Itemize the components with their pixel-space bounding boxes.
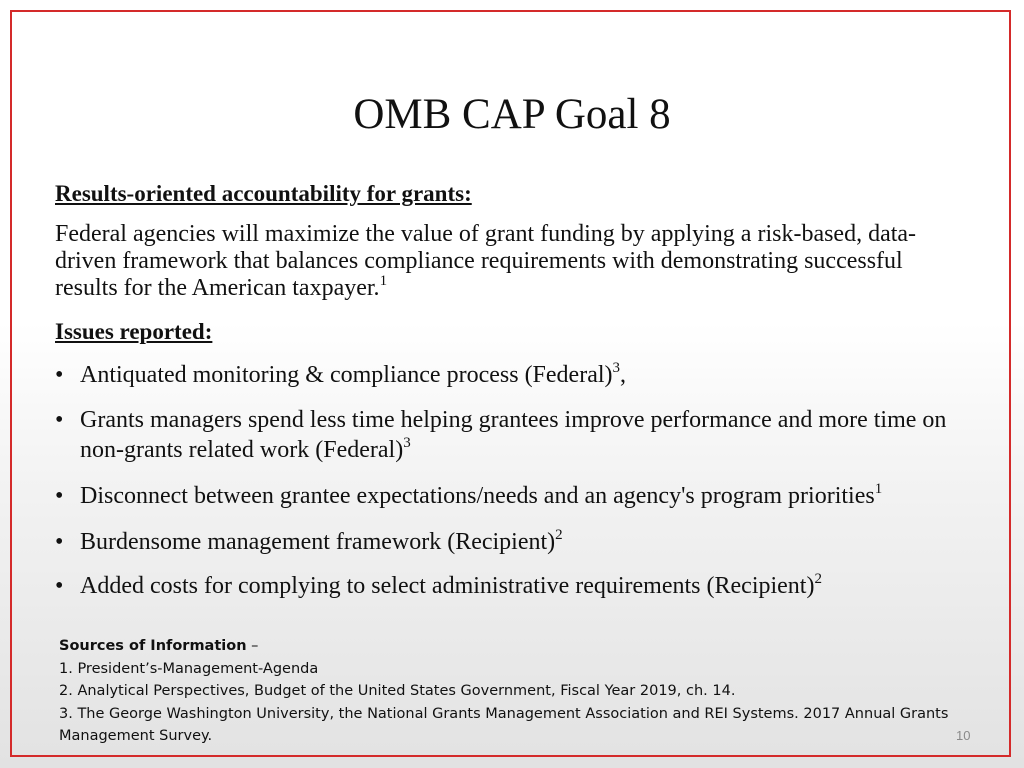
- item-text: Grants managers spend less time helping grantees improve performance and more time on non-grants related work (Federal): [80, 407, 947, 463]
- item-footnote: 2: [555, 527, 563, 543]
- issues-list: [55, 360, 995, 601]
- source-item: 1. President’s-Management-Agenda: [59, 660, 319, 677]
- item-text: Disconnect between grantee expectations/needs and an agency's program priorities: [80, 483, 875, 509]
- bullet-marker: •: [55, 362, 64, 388]
- sources-block: [59, 635, 959, 748]
- sources-label: Sources of Information: [59, 638, 247, 654]
- bullet-marker: •: [55, 407, 64, 433]
- sources-header: [59, 635, 959, 658]
- results-paragraph: [55, 221, 965, 302]
- list-item: [55, 360, 995, 390]
- results-text: Federal agencies will maximize the value of grant funding by applying a risk-based, data-driven framework that balances compliance requirements with demonstrating successful results for the American taxpayer.: [55, 221, 917, 301]
- item-footnote: 3: [612, 360, 621, 376]
- page-number: 10: [956, 728, 971, 743]
- list-item: [55, 527, 995, 557]
- source-item: 3. The George Washington University, the National Grants Management Association and REI Systems. 2017 Annual Grants Management Survey.: [59, 705, 949, 744]
- results-footnote: 1: [379, 273, 388, 289]
- slide-title: OMB CAP Goal 8: [353, 91, 671, 138]
- list-item: [55, 405, 995, 465]
- bullet-marker: •: [55, 483, 64, 509]
- list-item: [55, 571, 995, 601]
- item-text: Burdensome management framework (Recipient): [80, 529, 556, 555]
- item-footnote: 1: [874, 481, 883, 497]
- sources-dash: –: [246, 638, 259, 654]
- item-text: Antiquated monitoring & compliance process (Federal): [80, 362, 613, 388]
- item-footnote: 3: [403, 435, 411, 451]
- source-item: 2. Analytical Perspectives, Budget of the United States Government, Fiscal Year 2019, ch. 14.: [59, 683, 736, 699]
- item-footnote: 2: [814, 571, 822, 587]
- item-text: Added costs for complying to select administrative requirements (Recipient): [80, 573, 815, 599]
- list-item: [55, 481, 995, 511]
- results-heading: Results-oriented accountability for grants:: [55, 181, 472, 206]
- issues-heading: Issues reported:: [55, 319, 213, 344]
- bullet-marker: •: [55, 573, 64, 599]
- bullet-marker: •: [55, 529, 64, 555]
- item-suffix: ,: [620, 362, 627, 388]
